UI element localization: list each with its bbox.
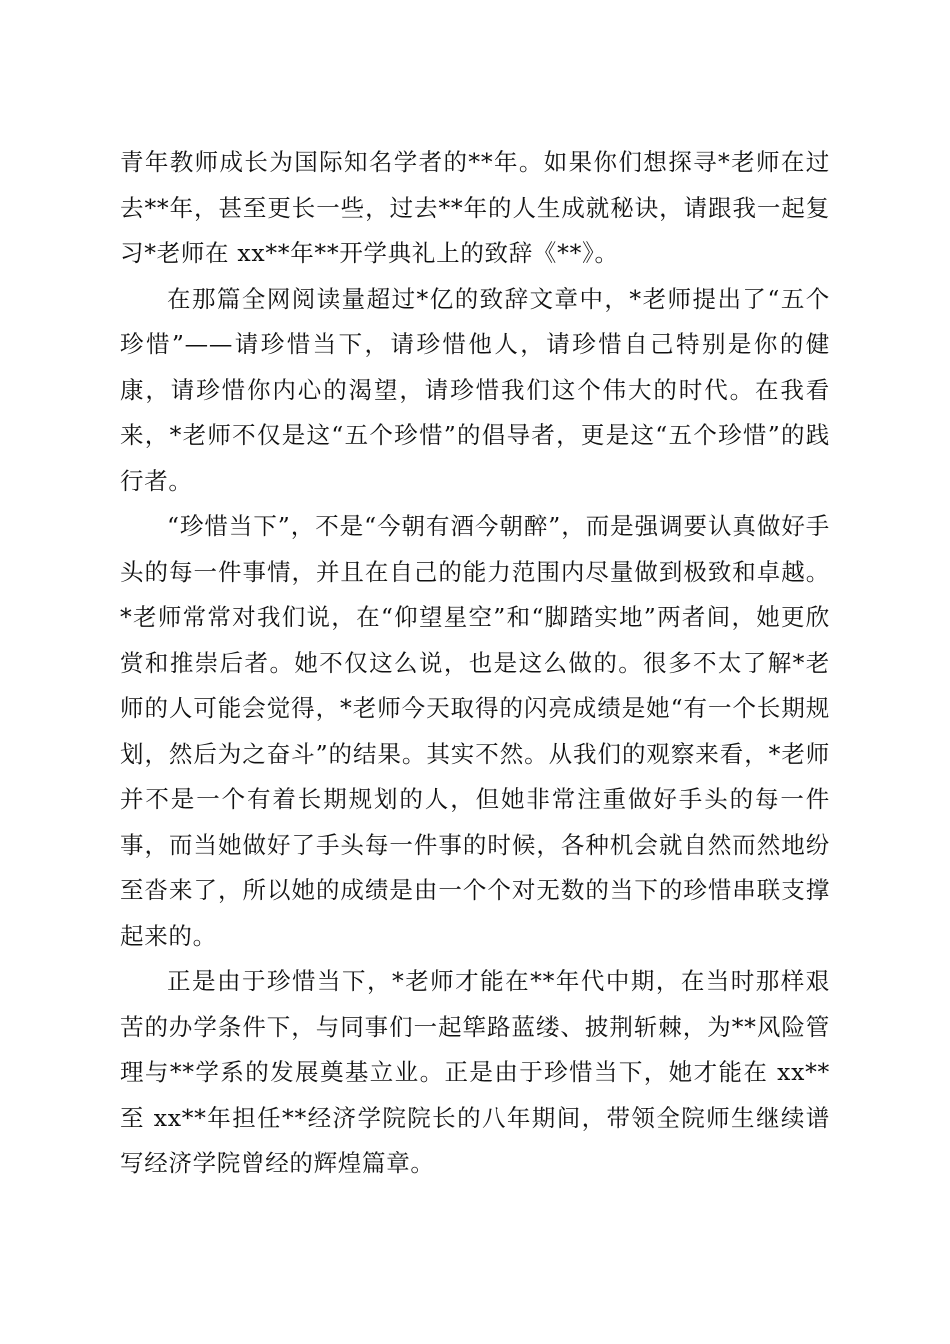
document-body xyxy=(120,140,830,1187)
paragraph-3: “珍惜当下”，不是“今朝有酒今朝醉”，而是强调要认真做好手头的每一件事情，并且在自己的能力范围内尽量做到极致和卓越。*老师常常对我们说，在“仰望星空”和“脚踏实地”两者间，她更欣赏和推崇后者。她不仅这么说，也是这么做的。很多不太了解*老师的人可能会觉得，*老师今天取得的闪亮成绩是她“有一个长期规划，然后为之奋斗”的结果。其实不然。从我们的观察来看，*老师并不是一个有着长期规划的人，但她非常注重做好手头的每一件事，而当她做好了手头每一件事的时候，各种机会就自然而然地纷至沓来了，所以她的成绩是由一个个对无数的当下的珍惜串联支撑起来的。 xyxy=(120,512,830,950)
paragraph-2: 在那篇全网阅读量超过*亿的致辞文章中，*老师提出了“五个珍惜”——请珍惜当下，请珍惜他人，请珍惜自己特别是你的健康，请珍惜你内心的渴望，请珍惜我们这个伟大的时代。在我看来，*老师不仅是这“五个珍惜”的倡导者，更是这“五个珍惜”的践行者。 xyxy=(120,284,830,495)
paragraph-1: 青年教师成长为国际知名学者的**年。如果你们想探寻*老师在过去**年，甚至更长一些，过去**年的人生成就秘诀，请跟我一起复习*老师在 xx**年**开学典礼上的致辞《**》。 xyxy=(120,148,830,267)
paragraph-4: 正是由于珍惜当下，*老师才能在**年代中期，在当时那样艰苦的办学条件下，与同事们一起筚路蓝缕、披荆斩棘，为**风险管理与**学系的发展奠基立业。正是由于珍惜当下，她才能在 xx**至 xx**年担任**经济学院院长的八年期间，带领全院师生继续谱写经济学院曾经的辉煌篇章。 xyxy=(120,967,830,1177)
